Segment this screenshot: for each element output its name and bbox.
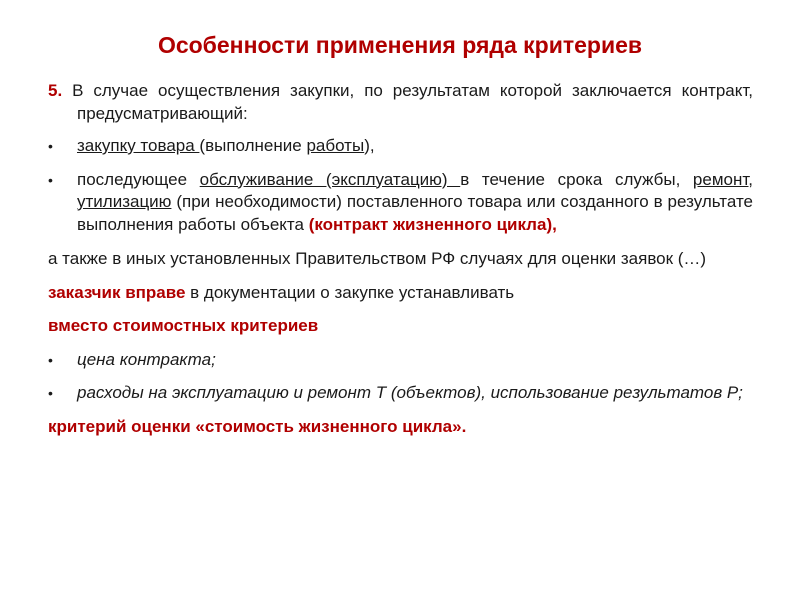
item-5-paragraph bbox=[48, 80, 753, 125]
customer-paragraph bbox=[48, 282, 753, 305]
purchase-goods-text: закупку товара bbox=[77, 136, 200, 155]
customer-text: в документации о закупке устанавливать bbox=[185, 282, 515, 302]
lifecycle-text-2: в течение срока службы, bbox=[460, 169, 693, 189]
works-text-b: ), bbox=[364, 136, 375, 155]
italic-bullet-price bbox=[48, 349, 753, 372]
bullet-item-purchase bbox=[48, 135, 753, 158]
lifecycle-text-1: последующее bbox=[77, 169, 200, 189]
price-text: цена контракта; bbox=[77, 349, 216, 369]
bullet-dot: • bbox=[48, 171, 53, 188]
maintenance-underlined: обслуживание (эксплуатацию) bbox=[199, 169, 461, 189]
slide-title: Особенности применения ряда критериев bbox=[157, 32, 643, 58]
criterion-paragraph: критерий оценки «стоимость жизненного цикла». bbox=[48, 416, 467, 436]
bullet-dot: • bbox=[48, 351, 53, 368]
bullet-dot: • bbox=[48, 138, 53, 154]
lifecycle-text-3: (при необходимости) поставленного товара или созданного в результате выполнения работы объекта bbox=[77, 192, 753, 234]
customer-right-label: заказчик вправе bbox=[48, 282, 186, 302]
slide-body bbox=[48, 80, 753, 438]
also-paragraph: а также в иных установленных Правительством РФ случаях для оценки заявок (…) bbox=[48, 249, 707, 268]
bullet-item-lifecycle bbox=[48, 169, 753, 237]
repair-underlined: ремонт, утилизацию bbox=[77, 169, 753, 211]
costs-text: расходы на эксплуатацию и ремонт Т (объектов), использование результатов Р; bbox=[77, 383, 743, 402]
works-underlined: работы bbox=[306, 136, 365, 155]
lifecycle-contract-label: (контракт жизненного цикла), bbox=[308, 214, 557, 234]
works-text-a: (выполнение bbox=[199, 136, 307, 155]
italic-bullet-costs bbox=[48, 382, 753, 405]
item-5-text: В случае осуществления закупки, по результатам которой заключается контракт, предусматривающий: bbox=[62, 81, 753, 123]
instead-heading: вместо стоимостных критериев bbox=[48, 316, 319, 335]
bullet-dot: • bbox=[48, 385, 53, 401]
item-number: 5. bbox=[48, 81, 63, 100]
